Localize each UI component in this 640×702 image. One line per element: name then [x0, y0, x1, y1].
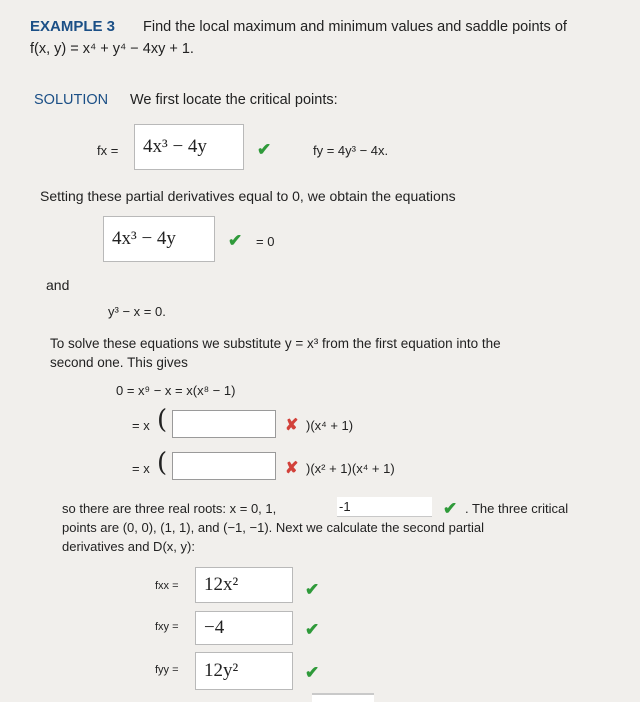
fx-label: fx = — [97, 143, 119, 158]
equation-rhs: = 0 — [256, 234, 275, 249]
open-paren-2: ( — [157, 448, 168, 478]
roots-suffix: . The three critical — [465, 501, 569, 516]
fyy-label: fyy = — [155, 664, 179, 676]
fxx-answer-field[interactable]: 12x² — [195, 567, 293, 603]
solution-heading: SOLUTION — [34, 92, 109, 108]
problem-statement: Find the local maximum and minimum values and saddle points of — [143, 19, 567, 35]
factor-2-incorrect-icon: ✘ — [285, 460, 299, 477]
fxy-label: fxy = — [155, 621, 179, 633]
second-equation: y³ − x = 0. — [108, 304, 166, 319]
solve-line-1: To solve these equations we substitute y = x³ from the first equation into the — [50, 336, 501, 351]
substitution-line-3-suffix: )(x² + 1)(x⁴ + 1) — [306, 461, 395, 476]
fxy-answer-field[interactable]: −4 — [195, 611, 293, 645]
roots-prefix: so there are three real roots: x = 0, 1, — [62, 501, 277, 516]
fxx-label: fxx = — [155, 580, 179, 592]
fxy-correct-icon: ✔ — [305, 620, 320, 639]
fyy-correct-icon: ✔ — [305, 663, 320, 682]
fx-correct-icon: ✔ — [257, 140, 272, 159]
and-text: and — [46, 277, 70, 293]
fyy-answer-field[interactable]: 12y² — [195, 652, 293, 690]
factor-answer-field-1[interactable] — [172, 410, 276, 438]
solution-intro: We first locate the critical points: — [130, 92, 338, 108]
equation-correct-icon: ✔ — [228, 231, 243, 250]
roots-answer-field[interactable]: -1 — [337, 497, 432, 517]
substitution-line-2-prefix: = x — [132, 418, 150, 433]
fxx-correct-icon: ✔ — [305, 580, 320, 599]
solve-line-2: second one. This gives — [50, 355, 188, 370]
fx-answer-field[interactable]: 4x³ − 4y — [134, 124, 244, 170]
substitution-line-1: 0 = x⁹ − x = x(x⁸ − 1) — [116, 383, 236, 398]
substitution-line-3-prefix: = x — [132, 461, 150, 476]
fy-equation: fy = 4y³ − 4x. — [313, 143, 389, 158]
example-heading: EXAMPLE 3 — [30, 18, 116, 35]
roots-correct-icon: ✔ — [443, 499, 458, 518]
open-paren-1: ( — [157, 405, 168, 435]
second-derivatives-line: derivatives and D(x, y): — [62, 539, 195, 554]
function-definition: f(x, y) = x⁴ + y⁴ − 4xy + 1. — [30, 41, 194, 57]
substitution-line-2-suffix: )(x⁴ + 1) — [306, 418, 354, 433]
critical-points-line: points are (0, 0), (1, 1), and (−1, −1). Next we calculate the second partial — [62, 520, 484, 535]
equation-answer-field[interactable]: 4x³ − 4y — [103, 216, 215, 262]
factor-1-incorrect-icon: ✘ — [285, 417, 299, 434]
setting-text: Setting these partial derivatives equal to 0, we obtain the equations — [40, 188, 456, 204]
factor-answer-field-2[interactable] — [172, 452, 276, 480]
next-field-edge[interactable] — [312, 693, 374, 702]
